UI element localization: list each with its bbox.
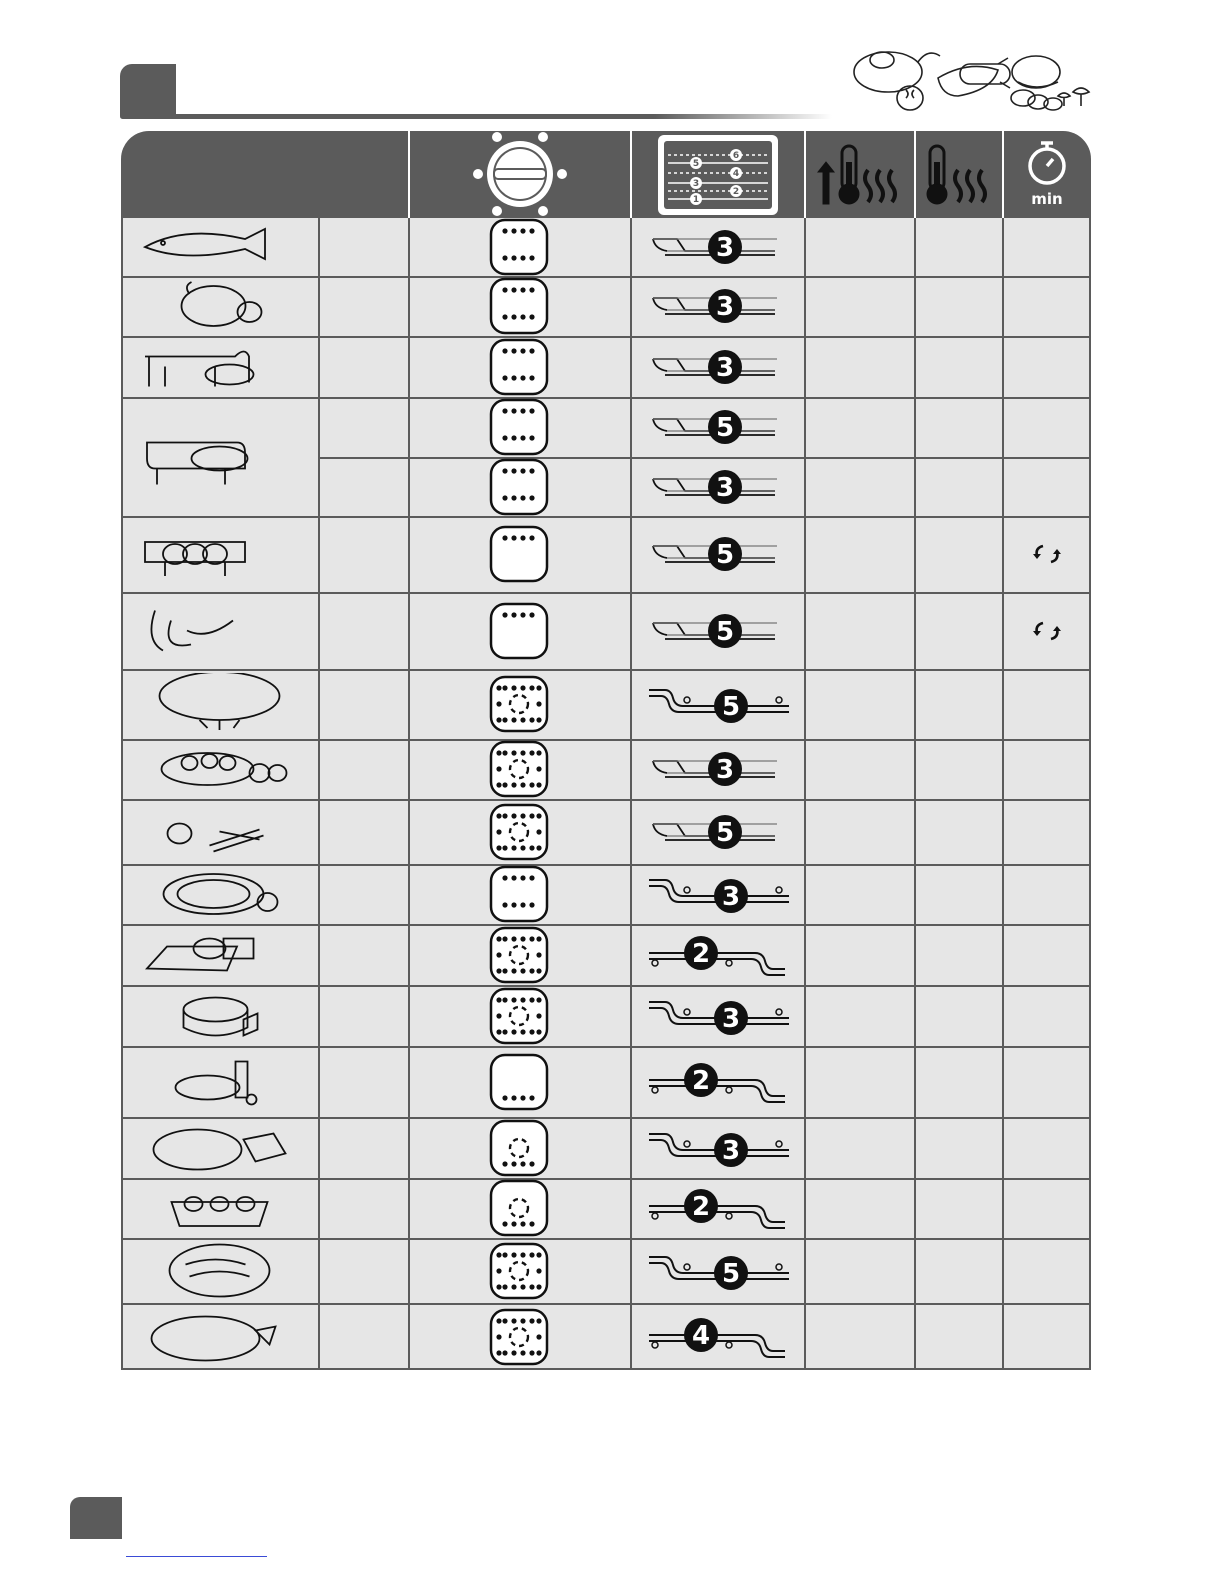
creme-caramel-icon [135, 1050, 304, 1113]
function-grill-top-icon [489, 338, 549, 396]
shelf-level-rack-low-icon [645, 1054, 789, 1110]
function-fan-top-bottom-icon [489, 803, 549, 861]
shelf-level-rack-high-icon [645, 1243, 789, 1299]
pork-chops-icon [135, 520, 304, 588]
shelf-number: 2 [732, 187, 740, 197]
turn-over-icon [1031, 619, 1063, 643]
shelf-level-rack-low-icon [645, 1309, 789, 1365]
row-divider [121, 1046, 1091, 1048]
column-divider [1002, 218, 1004, 1370]
frozen-fries-icon [135, 803, 304, 860]
shelf-level-rack-high-icon [645, 676, 789, 732]
section-tab [120, 64, 176, 116]
shelf-number: 4 [732, 169, 740, 179]
column-divider [630, 218, 632, 1370]
shelf-level-tray-icon [645, 339, 789, 395]
function-bottom-only-icon [489, 1053, 549, 1111]
row-divider [121, 924, 1091, 926]
svg-text:3: 3 [715, 472, 735, 503]
shelf-level-rack-low-icon [645, 927, 789, 983]
row-divider [121, 669, 1091, 671]
function-grill-top-icon [489, 398, 549, 456]
shelf-level-tray-icon [645, 741, 789, 797]
shelf-level-rack-low-icon [645, 1180, 789, 1236]
row-divider [121, 864, 1091, 866]
row-divider [121, 397, 1091, 399]
row-divider [121, 1238, 1091, 1240]
function-fan-top-bottom-icon [489, 987, 549, 1045]
svg-text:5: 5 [721, 1258, 741, 1289]
column-divider [318, 218, 320, 1370]
shelf-level-tray-icon [645, 526, 789, 582]
function-fan-top-bottom-icon [489, 675, 549, 733]
row-divider [121, 516, 1091, 518]
function-fan-top-bottom-icon [489, 740, 549, 798]
svg-text:4: 4 [691, 1320, 711, 1351]
chicken-icon [135, 280, 304, 332]
stopwatch-icon [1024, 138, 1070, 188]
function-fan-top-bottom-icon [489, 926, 549, 984]
preheat-thermometer-icon [814, 140, 910, 210]
row-divider [121, 799, 1091, 801]
function-fan-top-bottom-icon [489, 1242, 549, 1300]
svg-text:3: 3 [715, 755, 735, 785]
header-separator [630, 131, 632, 218]
row-divider [121, 739, 1091, 741]
function-grill-top-only-icon [489, 602, 549, 660]
row-divider [121, 336, 1091, 338]
svg-text:3: 3 [721, 1003, 741, 1034]
svg-text:3: 3 [721, 1135, 741, 1166]
header-separator [804, 131, 806, 218]
shelf-number: 3 [692, 179, 700, 189]
row-divider [121, 592, 1091, 594]
cupcakes-waffles-icon [135, 1121, 304, 1174]
footer-link-underline [126, 1556, 267, 1557]
svg-text:5: 5 [715, 817, 735, 848]
shelf-level-tray-icon [645, 219, 789, 275]
row-divider [121, 276, 1091, 278]
svg-text:3: 3 [721, 882, 741, 912]
svg-text:5: 5 [715, 540, 735, 570]
svg-text:3: 3 [715, 292, 735, 322]
svg-text:3: 3 [715, 233, 735, 263]
svg-text:5: 5 [721, 692, 741, 722]
row-divider [121, 1303, 1091, 1305]
shelf-level-tray-icon [645, 399, 789, 455]
svg-text:3: 3 [715, 352, 735, 383]
svg-text:2: 2 [691, 1065, 711, 1096]
shelf-number: 1 [692, 195, 700, 205]
svg-text:5: 5 [715, 616, 735, 647]
oven-function-dial-icon [466, 130, 574, 218]
shelf-number: 5 [692, 159, 700, 169]
row-divider [121, 1117, 1091, 1119]
shelf-level-tray-icon [645, 603, 789, 659]
shelf-level-tray-icon [645, 804, 789, 860]
row-divider [121, 985, 1091, 987]
fish-icon [135, 222, 304, 272]
column-divider [804, 218, 806, 1370]
shelf-level-tray-icon [645, 459, 789, 515]
cheesecake-icon [135, 989, 304, 1042]
frozen-pizza-icon [135, 673, 304, 735]
shelf-levels-icon [656, 133, 780, 217]
header-separator [914, 131, 916, 218]
minutes-label: min [1031, 190, 1063, 208]
stuffed-tomatoes-icon [135, 743, 304, 795]
shelf-level-rack-high-icon [645, 866, 789, 922]
shelf-level-rack-high-icon [645, 1120, 789, 1176]
column-divider [408, 218, 410, 1370]
shelf-level-tray-icon [645, 278, 789, 334]
function-fan-bottom-icon [489, 1119, 549, 1177]
muffins-icon [135, 1182, 304, 1234]
food-illustration [848, 42, 1098, 118]
column-divider [914, 218, 916, 1370]
sausages-icon [135, 596, 304, 665]
quiche-icon [135, 1307, 304, 1366]
beef-icon [135, 340, 304, 393]
svg-text:5: 5 [715, 413, 735, 443]
function-grill-top-icon [489, 865, 549, 923]
pork-icon [135, 401, 304, 512]
shelf-level-rack-high-icon [645, 988, 789, 1044]
bread-icon [135, 928, 304, 981]
lasagne-icon [135, 1242, 304, 1299]
section-divider [120, 114, 832, 119]
function-fan-bottom-icon [489, 1179, 549, 1237]
shelf-number: 6 [732, 151, 740, 161]
svg-text:2: 2 [691, 1192, 711, 1222]
svg-text:2: 2 [691, 938, 711, 969]
function-fan-top-bottom-icon [489, 1308, 549, 1366]
function-grill-top-icon [489, 458, 549, 516]
turn-over-icon [1031, 542, 1063, 566]
apple-tart-icon [135, 868, 304, 920]
row-divider [121, 1178, 1091, 1180]
function-grill-top-icon [489, 218, 549, 276]
page-tab [70, 1497, 122, 1539]
thermometer-icon [920, 140, 1000, 210]
header-separator [408, 131, 410, 218]
function-grill-top-icon [489, 277, 549, 335]
function-grill-top-only-icon [489, 525, 549, 583]
